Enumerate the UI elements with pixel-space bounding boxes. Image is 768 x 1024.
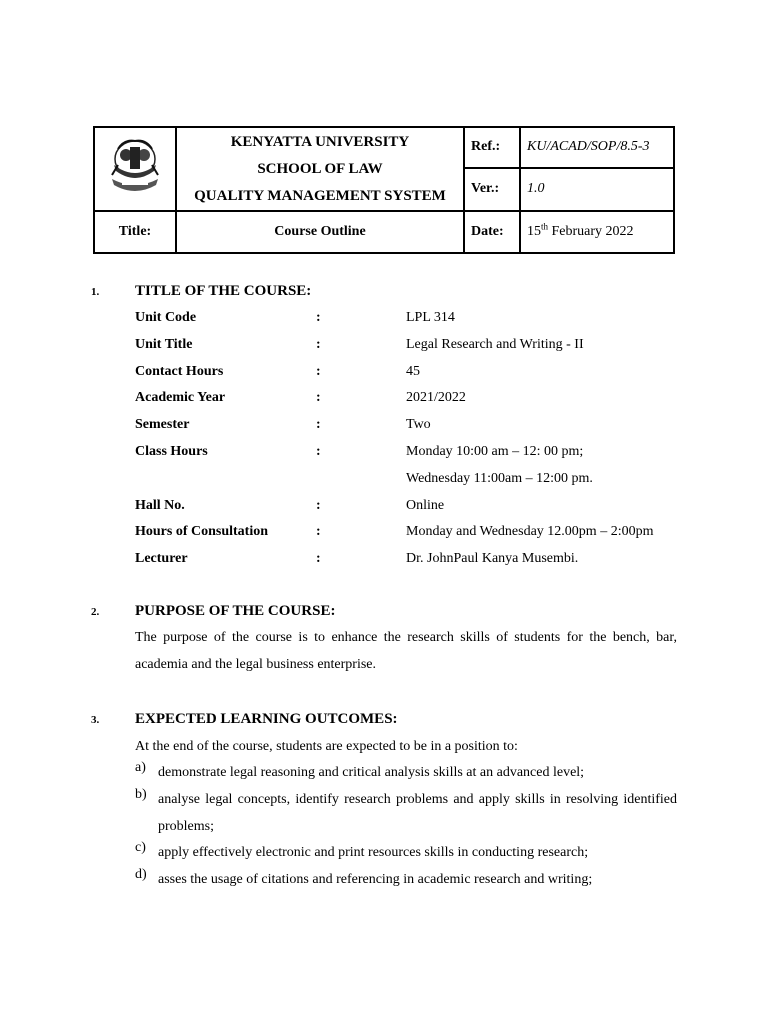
info-colon: :: [316, 390, 321, 406]
info-key: Class Hours: [135, 444, 208, 459]
school-name: SCHOOL OF LAW: [257, 160, 383, 177]
course-info-row: [135, 337, 695, 357]
list-text: apply effectively electronic and print resources skills in conducting research;: [158, 845, 589, 860]
section-2-number: 2.: [91, 606, 100, 618]
info-colon: :: [316, 336, 321, 352]
course-info-row: [135, 498, 695, 518]
institution-name: KENYATTA UNIVERSITY: [230, 133, 410, 150]
section-3-number: 3.: [91, 714, 100, 726]
document-header-table: [93, 126, 675, 254]
course-info-row: [135, 390, 695, 410]
info-value: Monday and Wednesday 12.00pm – 2:00pm: [406, 524, 654, 540]
logo-cell: [94, 127, 176, 211]
info-key: Academic Year: [135, 390, 226, 406]
ver-value: 1.0: [520, 168, 674, 211]
info-colon: :: [316, 524, 321, 540]
info-value: Two: [406, 417, 431, 433]
info-colon: :: [316, 497, 321, 513]
info-colon: :: [316, 551, 321, 567]
date-day: 15: [527, 224, 541, 239]
title-value: Course Outline: [176, 211, 464, 253]
list-text: demonstrate legal reasoning and critical analysis skills at an advanced level;: [158, 765, 585, 780]
list-marker: c): [135, 840, 146, 855]
system-name: QUALITY MANAGEMENT SYSTEM: [194, 187, 446, 204]
outcomes-intro: At the end of the course, students are expected to be in a position to:: [135, 739, 518, 754]
info-colon: :: [316, 363, 321, 379]
info-colon: :: [316, 310, 321, 325]
info-value: Legal Research and Writing - II: [406, 336, 584, 352]
course-info-row: [135, 471, 695, 491]
list-marker: b): [135, 787, 147, 802]
info-value: 2021/2022: [406, 390, 466, 406]
section-1-heading: TITLE OF THE COURSE:: [135, 283, 312, 299]
info-key: Hours of Consultation: [135, 524, 269, 540]
course-info-row: [135, 310, 695, 330]
ref-label: Ref.:: [464, 127, 520, 168]
section-2-heading: PURPOSE OF THE COURSE:: [135, 603, 336, 619]
course-info-row: [135, 524, 695, 544]
date-value: [520, 211, 674, 253]
list-marker: a): [135, 760, 146, 775]
title-label: Title:: [94, 211, 176, 253]
info-value: Monday 10:00 am – 12: 00 pm;: [406, 444, 584, 459]
date-suffix: th: [541, 221, 549, 232]
date-rest: February 2022: [548, 224, 634, 239]
info-colon: :: [316, 444, 321, 459]
info-value: Dr. JohnPaul Kanya Musembi.: [406, 551, 579, 567]
info-key: Contact Hours: [135, 363, 224, 379]
section-1-number: 1.: [91, 286, 100, 298]
course-info-row: [135, 417, 695, 437]
course-info-row: [135, 444, 695, 464]
info-value: LPL 314: [406, 310, 455, 325]
info-key: Unit Title: [135, 336, 193, 352]
ver-label: Ver.:: [464, 168, 520, 211]
info-value: Wednesday 11:00am – 12:00 pm.: [406, 470, 593, 486]
info-key: Unit Code: [135, 310, 197, 325]
list-marker: d): [135, 867, 147, 882]
info-value: 45: [406, 363, 420, 379]
info-key: Semester: [135, 417, 190, 433]
institution-block: [176, 127, 464, 211]
info-colon: :: [316, 417, 321, 433]
purpose-paragraph: The purpose of the course is to enhance the research skills of students for the bench, bar, academia and the legal business enterprise.: [135, 630, 677, 672]
list-text: asses the usage of citations and referencing in academic research and writing;: [158, 872, 593, 887]
university-crest-icon: [104, 135, 166, 199]
info-key: Hall No.: [135, 497, 185, 513]
section-3-heading: EXPECTED LEARNING OUTCOMES:: [135, 711, 398, 727]
course-info-row: [135, 551, 695, 571]
course-info-row: [135, 364, 695, 384]
list-text: analyse legal concepts, identify research problems and apply skills in resolving identified problems;: [158, 792, 677, 834]
date-label: Date:: [464, 211, 520, 253]
ref-value: KU/ACAD/SOP/8.5-3: [520, 127, 674, 168]
info-value: Online: [406, 497, 445, 513]
info-key: Lecturer: [135, 551, 188, 567]
